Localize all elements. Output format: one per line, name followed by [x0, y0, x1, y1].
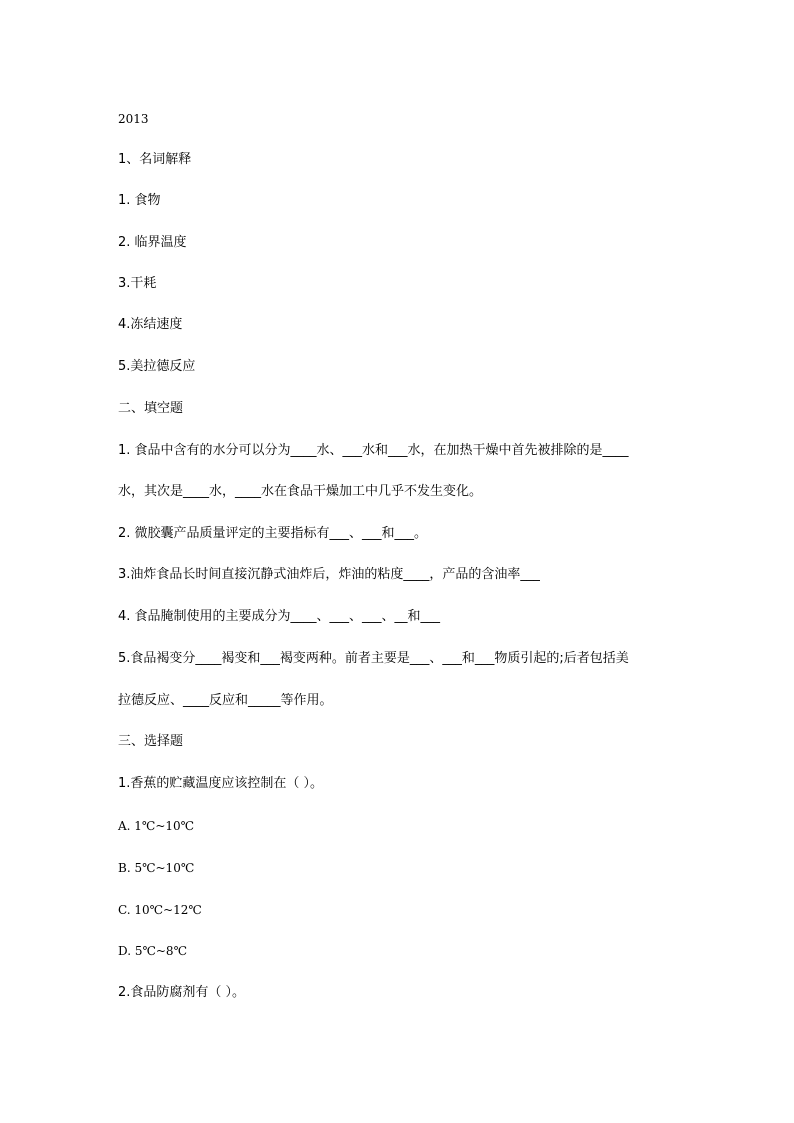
choice-option-c: C. 10℃~12℃	[118, 903, 202, 917]
choice-option-a: A. 1℃~10℃	[118, 819, 195, 833]
choice-option-d: D. 5℃~8℃	[118, 944, 187, 958]
term-item-2: 2. 临界温度	[118, 235, 187, 250]
term-item-5: 5.美拉德反应	[118, 359, 196, 374]
year-heading: 2013	[118, 112, 149, 126]
fill-question-2: 2. 微胶囊产品质量评定的主要指标有___、___和___。	[118, 526, 428, 541]
section-3-title: 三、选择题	[118, 734, 184, 749]
fill-question-1-line-2: 水，其次是____水，____水在食品干燥加工中几乎不发生变化。	[118, 484, 483, 499]
choice-option-b: B. 5℃~10℃	[118, 861, 195, 875]
choice-question-1: 1.香蕉的贮藏温度应该控制在（ ）。	[118, 776, 324, 791]
section-1-title: 1、名词解释	[118, 152, 192, 167]
fill-question-1-line-1: 1. 食品中含有的水分可以分为____水、___水和___水，在加热干燥中首先被排除的是____	[118, 443, 629, 458]
fill-question-3: 3.油炸食品长时间直接沉静式油炸后，炸油的粘度____，产品的含油率___	[118, 567, 540, 582]
section-2-title: 二、填空题	[118, 401, 184, 416]
fill-question-4: 4. 食品腌制使用的主要成分为____、___、___、__和___	[118, 609, 441, 624]
term-item-3: 3.干耗	[118, 276, 157, 291]
term-item-4: 4.冻结速度	[118, 317, 183, 332]
choice-question-2: 2.食品防腐剂有（ ）。	[118, 985, 246, 1000]
term-item-1: 1. 食物	[118, 193, 161, 208]
fill-question-5-line-2: 拉德反应、____反应和_____等作用。	[118, 693, 333, 708]
fill-question-5-line-1: 5.食品褐变分____褐变和___褐变两种。前者主要是___、___和___物质引起的;后者包括美	[118, 651, 629, 666]
